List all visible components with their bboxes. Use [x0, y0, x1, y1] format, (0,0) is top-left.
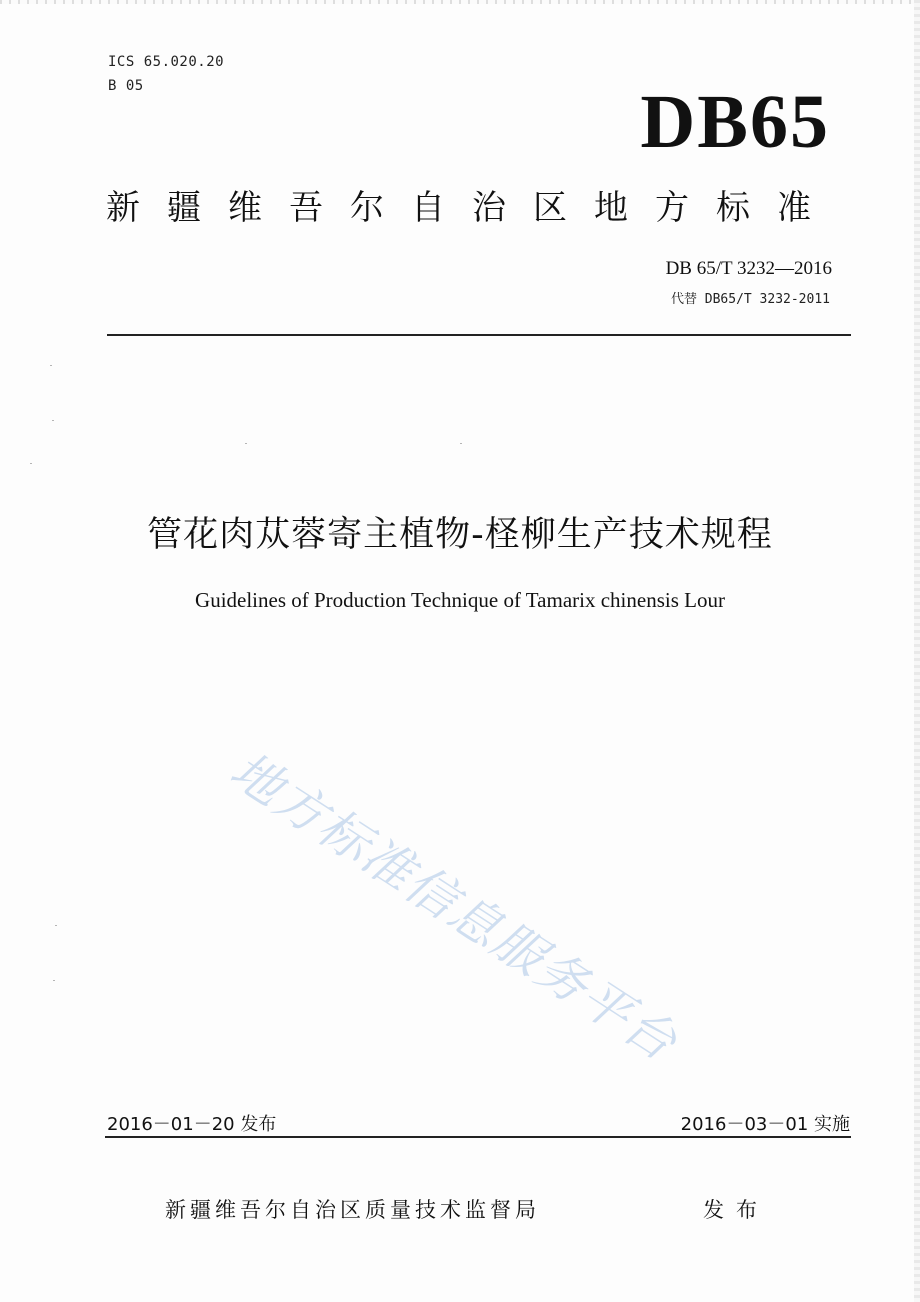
- replaces-standard: 代替 DB65/T 3232-2011: [670, 292, 830, 307]
- bottom-divider: [105, 1136, 851, 1138]
- issue-label: 发布: [703, 1198, 769, 1222]
- scan-edge-right: [914, 0, 920, 1302]
- document-title-chinese: 管花肉苁蓉寄主植物-柽柳生产技术规程: [147, 515, 773, 555]
- scan-speck: [460, 443, 462, 444]
- ccs-code: B 05: [108, 78, 144, 94]
- issuing-authority: 新疆维吾尔自治区质量技术监督局: [165, 1198, 540, 1222]
- top-divider: [107, 334, 851, 336]
- document-title-english: Guidelines of Production Technique of Tamarix chinensis Lour: [195, 588, 725, 612]
- scan-speck: [52, 420, 54, 421]
- implementation-date: 2016－03－01 实施: [680, 1114, 850, 1135]
- scan-speck: [30, 463, 32, 464]
- scan-edge-top: [0, 0, 920, 4]
- scan-speck: [53, 980, 55, 981]
- issue-date: 2016－01－20 发布: [107, 1114, 277, 1135]
- scan-speck: [50, 365, 52, 366]
- standard-number: DB 65/T 3232—2016: [665, 258, 832, 279]
- ics-code: ICS 65.020.20: [108, 54, 225, 70]
- watermark-text: 地方标准信息服务平台: [220, 740, 688, 1073]
- db-logo: DB65: [640, 80, 830, 164]
- scan-speck: [245, 443, 247, 444]
- scan-speck: [55, 925, 57, 926]
- standard-type-title: 新疆维吾尔自治区地方标准: [106, 188, 838, 228]
